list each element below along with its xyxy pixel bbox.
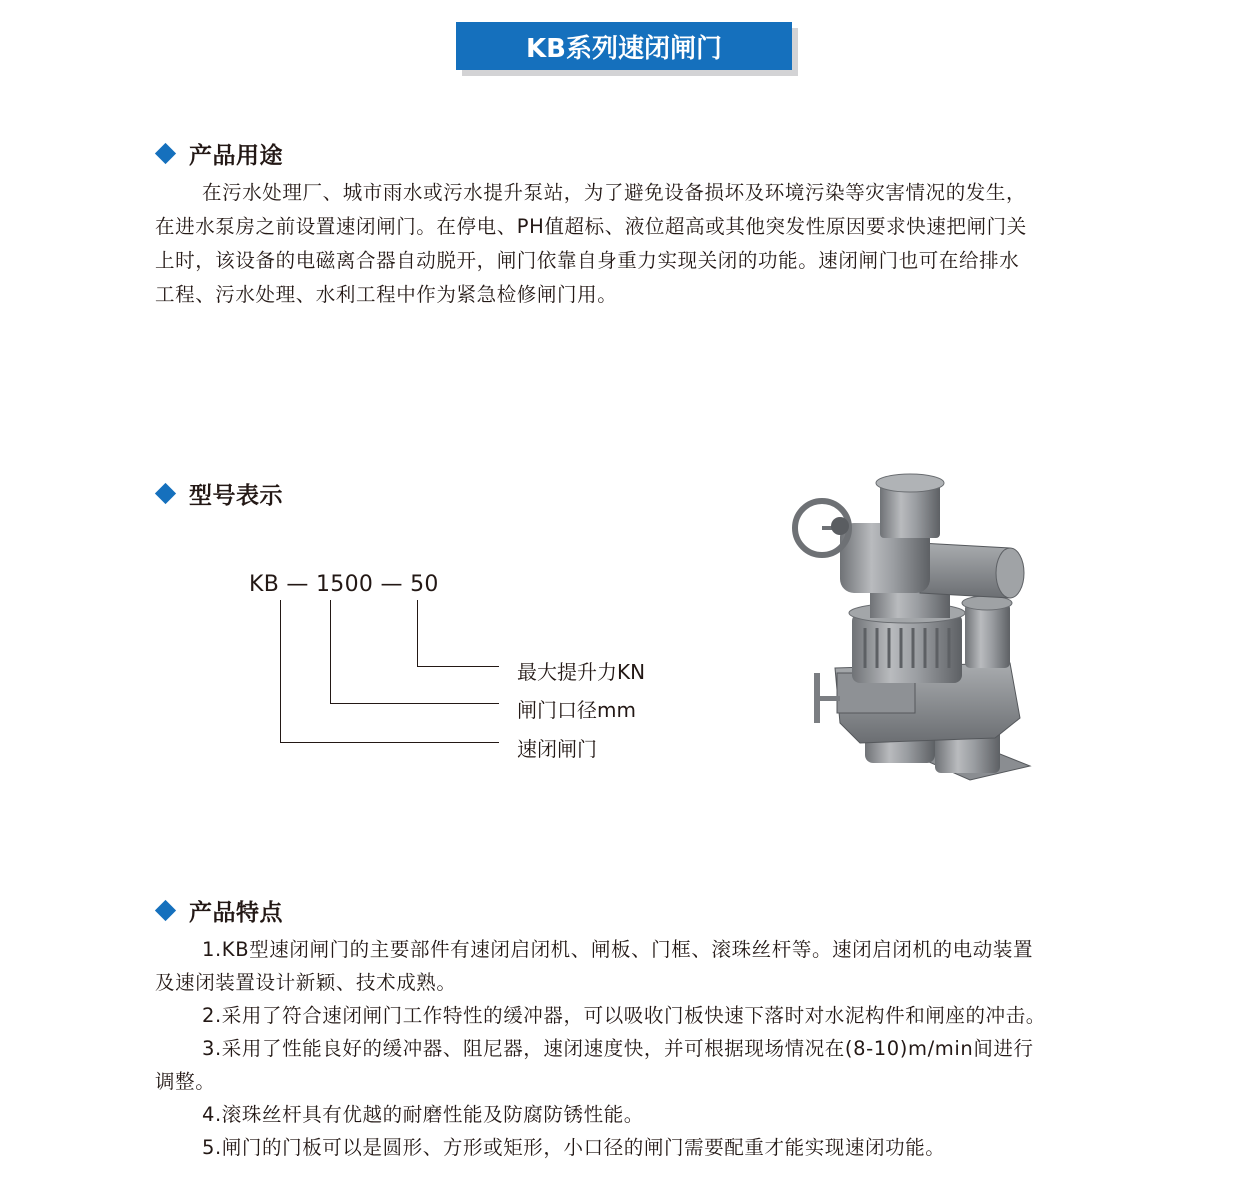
usage-line: 在进水泵房之前设置速闭闸门。在停电、PH值超标、液位超高或其他突发性原因要求快速把闸门关: [155, 215, 1027, 238]
product-image: [780, 468, 1040, 788]
usage-line: 上时，该设备的电磁离合器自动脱开，闸门依靠自身重力实现关闭的功能。速闭闸门也可在给排水: [155, 249, 1020, 272]
section-heading-usage: [154, 137, 283, 170]
model-label-type: 速闭闸门: [517, 737, 597, 761]
diamond-bullet-icon: [155, 483, 176, 504]
diamond-bullet-icon: [155, 143, 176, 164]
bracket-line-type: [280, 600, 499, 743]
section-title-usage: 产品用途: [189, 143, 283, 169]
usage-line: 工程、污水处理、水利工程中作为紧急检修闸门用。: [155, 283, 618, 306]
feature-line: 2.采用了符合速闭闸门工作特性的缓冲器，可以吸收门板快速下落时对水泥构件和闸座的冲击。: [202, 1004, 1046, 1027]
section-heading-model: [154, 477, 283, 510]
model-label-max-lift: 最大提升力KN: [517, 660, 646, 684]
usage-paragraph: [155, 176, 1110, 312]
section-heading-features: [154, 894, 283, 927]
feature-line: 3.采用了性能良好的缓冲器、阻尼器，速闭速度快，并可根据现场情况在(8-10)m/min间进行: [202, 1037, 1034, 1060]
model-code: KB — 1500 — 50: [249, 572, 439, 597]
feature-line: 1.KB型速闭闸门的主要部件有速闭启闭机、闸板、门框、滚珠丝杆等。速闭启闭机的电动装置: [202, 938, 1034, 961]
diamond-bullet-icon: [155, 900, 176, 921]
feature-line: 及速闭装置设计新颖、技术成熟。: [155, 971, 457, 994]
feature-line: 4.滚珠丝杆具有优越的耐磨性能及防腐防锈性能。: [202, 1103, 644, 1126]
feature-line: 调整。: [155, 1070, 216, 1093]
title-banner: [456, 22, 792, 70]
usage-line: 在污水处理厂、城市雨水或污水提升泵站，为了避免设备损坏及环境污染等灾害情况的发生，: [202, 181, 1027, 204]
feature-line: 5.闸门的门板可以是圆形、方形或矩形，小口径的闸门需要配重才能实现速闭功能。: [202, 1136, 946, 1159]
section-title-features: 产品特点: [189, 900, 283, 926]
model-label-diameter: 闸门口径mm: [517, 698, 636, 722]
page-title: KB系列速闭闸门: [456, 22, 792, 70]
section-title-model: 型号表示: [189, 483, 283, 509]
features-paragraph: [155, 933, 1110, 1164]
